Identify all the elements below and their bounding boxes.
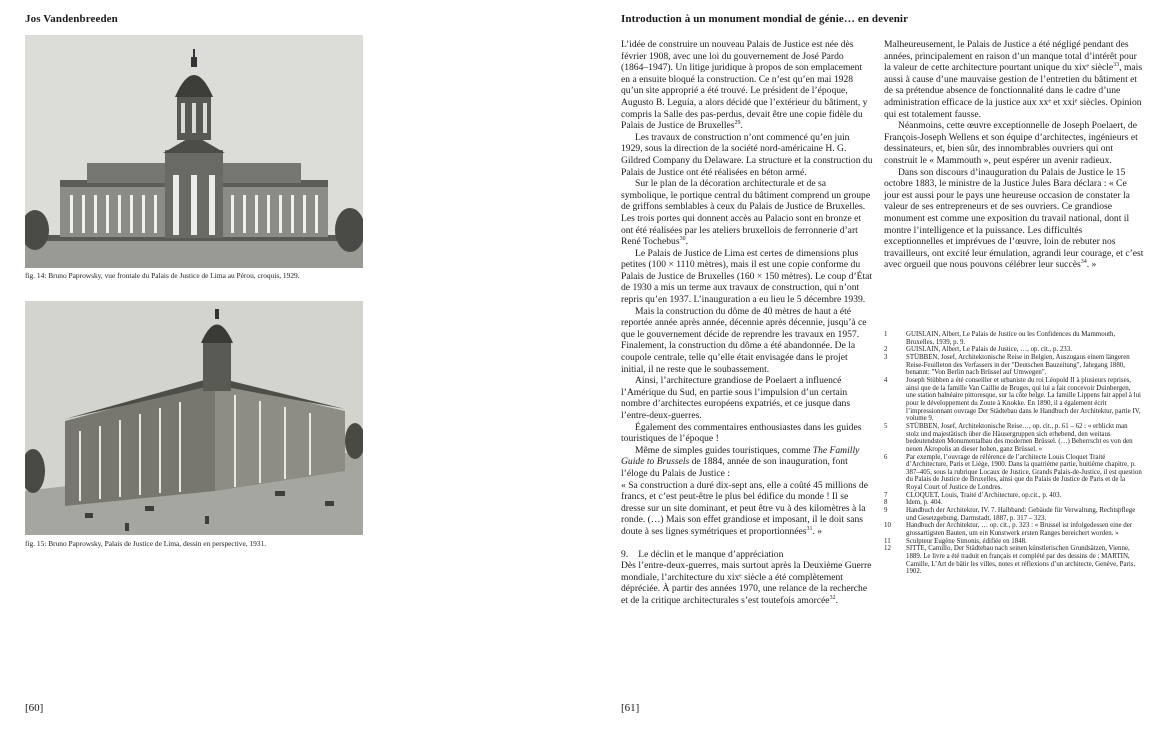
palace-front-sketch (25, 35, 363, 268)
quotation: « Sa construction a duré dix-sept ans, elle a coûté 45 millions de francs, et c’est peut-être le plus bel édifice du monde ! Il se dresse sur un site dominant, et peut être vu à des kilomètres à la ronde. (…) Mais son effet grandiose et imposant, il le doit sans doute à ses lignes symétriques et proportionnées$^{31}$. » (621, 479, 868, 537)
footnote (884, 538, 1142, 546)
footnote-number: 11 (884, 537, 891, 545)
footnote-text: Sculpteur Eugène Simonis, édifiée en 1848. (906, 537, 1027, 545)
footnote-number: 4 (884, 376, 888, 384)
footnote-number: 7 (884, 491, 888, 499)
paragraph: Dans son discours d’inauguration du Palais de Justice le 15 octobre 1883, le ministre de la Justice Jules Bara déclara : « Ce jour est aussi pour le pays une heureuse occasion de constater la valeur de ses entrepreneurs et de ses ouvriers. Ce grandiose monument est comme une exposition du travail national, dont il montre l’intelligence et la puissance. Les difficultés exceptionnelles et imprévues de l’œuvre, loin de rebuter nos travailleurs, ont excité leur émulation, agrandi leur courage, et c’est avec orgueil que nous pouvons célébrer leur succès$^{34}$. » (884, 166, 1144, 271)
footnote (884, 423, 1142, 454)
figure-caption-14: fig. 14: Bruno Paprowsky, vue frontale du Palais de Justice de Lima au Pérou, croquis, 1929. (25, 271, 300, 280)
footnote (884, 346, 1142, 354)
running-header-right: Introduction à un monument mondial de génie… en devenir (621, 13, 909, 25)
footnote (884, 354, 1142, 377)
page-number-left: [60] (25, 702, 44, 714)
footnote-text: SITTE, Camillo, Der Städtebau nach seinen künstlerischen Grundsätzen, Vienne, 1889. Le livre a été traduit en français et complété par des dessins de : MARTIN, Camille, L’Art de bâtir les villes, notes et réflexions d’un architecte, Genève, Paris, 1902. (906, 545, 1136, 576)
paragraph: Sur le plan de la décoration architecturale et de sa symbolique, le portique central du bâtiment comprend un groupe de griffons semblables à ceux du Palais de Justice de Bruxelles. Les trois portes qui donnent accès au Palacio sont en bronze et ont été réalisées par les ateliers bruxellois de ferronnerie d’art René Tochebus$^{30}$. (621, 178, 871, 248)
paragraph: Ainsi, l’architecture grandiose de Poelaert a influencé l’Amérique du Sud, en partie sous l’impulsion d’un certain nombre d’architectes européens expatriés, et ce jusque dans l’entre-deux-guerres. (621, 375, 851, 421)
text-column-2 (884, 39, 1144, 271)
footnote-number: 8 (884, 499, 888, 507)
footnote-text: STÜBBEN, Josef, Architektonische Reise in Belgien, Auszugaus einem längeren Reise-Feuilleton des Verfassers in der "Deutschen Bauzeitung", Jahrgang 1880, benannt: "Von Berlin nach Brüssel auf Umwegen". (906, 353, 1130, 377)
text-column-1 (621, 39, 873, 607)
page-number-right: [61] (621, 702, 640, 714)
footnote-number: 2 (884, 346, 888, 354)
footnote (884, 331, 1142, 346)
footnote-number: 6 (884, 453, 888, 461)
footnote-text: Joseph Stübben a été conseiller et urbaniste du roi Léopold II à plusieurs reprises, ainsi que de la famille Van Caillie de Bruges, qui lui a fait concevoir Duinbergen, une station balnéaire pittoresque, sur la côte belge. La famille Lippens fait appel à lui pour le développement du Zoute à Knokke. En 1890, il a également écrit l’impressionnant ouvrage Der Städtebau dans le Handbuch der Architektur, partie IV, volume 9. (906, 376, 1141, 423)
footnote (884, 454, 1142, 492)
running-header-left: Jos Vandenbreeden (25, 13, 118, 25)
paragraph: Même de simples guides touristiques, comme The Familly Guide to Brussels de 1884, année de son inauguration, font l’éloge du Palais de Justice : (621, 444, 860, 479)
footnote-number: 9 (884, 507, 888, 515)
footnote-text: Par exemple, l’ouvrage de référence de l’architecte Louis Cloquet Traité d’Architecture, Paris et Liège, 1900. Dans la quatrième partie, huitième chapitre, p. 387–405, sous la rubrique Locaux de Justice, Grands Palais-de-Justice, il est question du Palais de Justice de Bruxelles, ainsi que du Palais de Justice de Paris et de la Royal Court of Justice de Londres. (906, 453, 1142, 492)
footnote (884, 545, 1142, 576)
footnote-number: 5 (884, 422, 888, 430)
paragraph: Malheureusement, le Palais de Justice a été négligé pendant des années, principalement en raison d’un manque total d’intérêt pour la valeur de cette architecture pourtant unique du xixᵉ siècle$^{33}$, mais aussi à cause d’une mauvaise gestion de l’entretien du bâtiment et de sa prétendue absence de fonctionnalité dans le cadre d’une administration efficace de la justice aux xxᵉ et xxiᵉ siècles. Opinion qui est totalement fausse. (884, 39, 1143, 120)
footnote-text: GUISLAIN, Albert, Le Palais de Justice, …, op. cit., p. 233. (906, 346, 1072, 354)
footnote-text: Handbuch der Architektur, … op. cit., p. 323 : « Brussel ist infolgedessen eine der grossartigsten Bauten, um ein Kunstwerk ersten Ranges bereichert worden. » (906, 522, 1133, 538)
footnote-number: 3 (884, 353, 888, 361)
footnote (884, 492, 1142, 500)
footnote (884, 499, 1142, 507)
footnotes (884, 331, 1142, 576)
paragraph: Mais la construction du dôme de 40 mètres de haut a été reportée année après année, décennie après décennie, jusqu’à ce que le gouvernement décide de reprendre les travaux en 1957. Finalement, la construction du dôme a été abandonnée. De la coupole centrale, telle qu’elle était envisagée dans le projet initial, il ne reste que le soubassement. (621, 305, 867, 375)
footnote-text: GUISLAIN, Albert, Le Palais de Justice ou les Confidences du Mammouth, Bruxelles, 1939, p. 9. (906, 331, 1116, 346)
paragraph: Les travaux de construction n’ont commencé qu’en juin 1929, sous la direction de la société nord-américaine H. G. Gildred Company du Delaware. La structure et la construction du Palais de Justice ont été réalisées en béton armé. (621, 131, 873, 178)
paragraph: Le Palais de Justice de Lima est certes de dimensions plus petites (100 × 1110 mètres), mais il est une copie conforme du Palais de Justice de Bruxelles (160 × 150 mètres). Le coup d’État de 1930 a mis un terme aux travaux de construction, qui n’ont repris qu’en 1937. L’inauguration a eu lieu le 5 décembre 1939. (621, 247, 873, 306)
paragraph: L’idée de construire un nouveau Palais de Justice est née dès février 1908, avec une loi du gouvernement de José Pardo (1864–1947). Un litige juridique à propos de son emplacement en a ensuite bloqué la construction. Ce n’est qu’en mai 1928 qu’un site approprié a été trouvé. Le président de l’époque, Augusto B. Leguía, a alors décidé que l’extérieur du bâtiment, y compris la Salle des pas-perdus, devait être une copie fidèle du Palais de Justice de Bruxelles$^{29}$. (621, 39, 868, 132)
section-title: Le déclin et le manque d’appréciation (638, 548, 784, 560)
palace-perspective-drawing (25, 301, 363, 535)
section-number: 9. (621, 548, 629, 560)
footnote (884, 507, 1142, 522)
section-heading (621, 549, 873, 561)
footnote (884, 377, 1142, 423)
figure-caption-15: fig. 15: Bruno Paprowsky, Palais de Justice de Lima, dessin en perspective, 1931. (25, 539, 267, 548)
paragraph: Néanmoins, cette œuvre exceptionnelle de Joseph Poelaert, de François-Joseph Wellens et son équipe d’architectes, ingénieurs et dessinateurs, et, bien sûr, des innombrables ouvriers qui ont construit le « Mammouth », peut espérer un avenir radieux. (884, 120, 1138, 166)
paragraph: Également des commentaires enthousiastes dans les guides touristiques de l’époque ! (621, 421, 862, 445)
footnote-text: Idem, p. 404. (906, 499, 943, 507)
paragraph: Dès l’entre-deux-guerres, mais surtout après la Deuxième Guerre mondiale, l’architecture du xixᵉ siècle a été complètement dépréciée. À partir des années 1970, une relance de la recherche et de la critique architecturales s’est toutefois amorcée$^{32}$. (621, 560, 872, 606)
figure-front-elevation (25, 35, 363, 268)
footnote-text: Handbuch der Architektur, IV. 7. Halbband: Gebäude für Verwaltung, Rechtspflege und Gesetzgebung, Darmstadt, 1887, p. 317 – 323. (906, 507, 1136, 522)
figure-perspective (25, 301, 363, 535)
footnote-text: CLOQUET, Louis, Traité d’Architecture, op.cit., p. 403. (906, 491, 1062, 499)
footnote-number: 10 (884, 522, 891, 530)
footnote-number: 1 (884, 331, 888, 338)
footnote-number: 12 (884, 545, 891, 553)
footnote (884, 522, 1142, 537)
footnote-text: STÜBBEN, Josef, Architektonische Reise…, op. cit., p. 61 – 62 : « erblickt man stolz und majestätisch über die Häusergruppen sich erhebend, den weitaus bedeutendsten Monumentalbau des modernen Brüssel. (…) Beherrscht es von den neuen Akropolis an dieser hohen, ganz Brüssel. » (906, 422, 1133, 453)
